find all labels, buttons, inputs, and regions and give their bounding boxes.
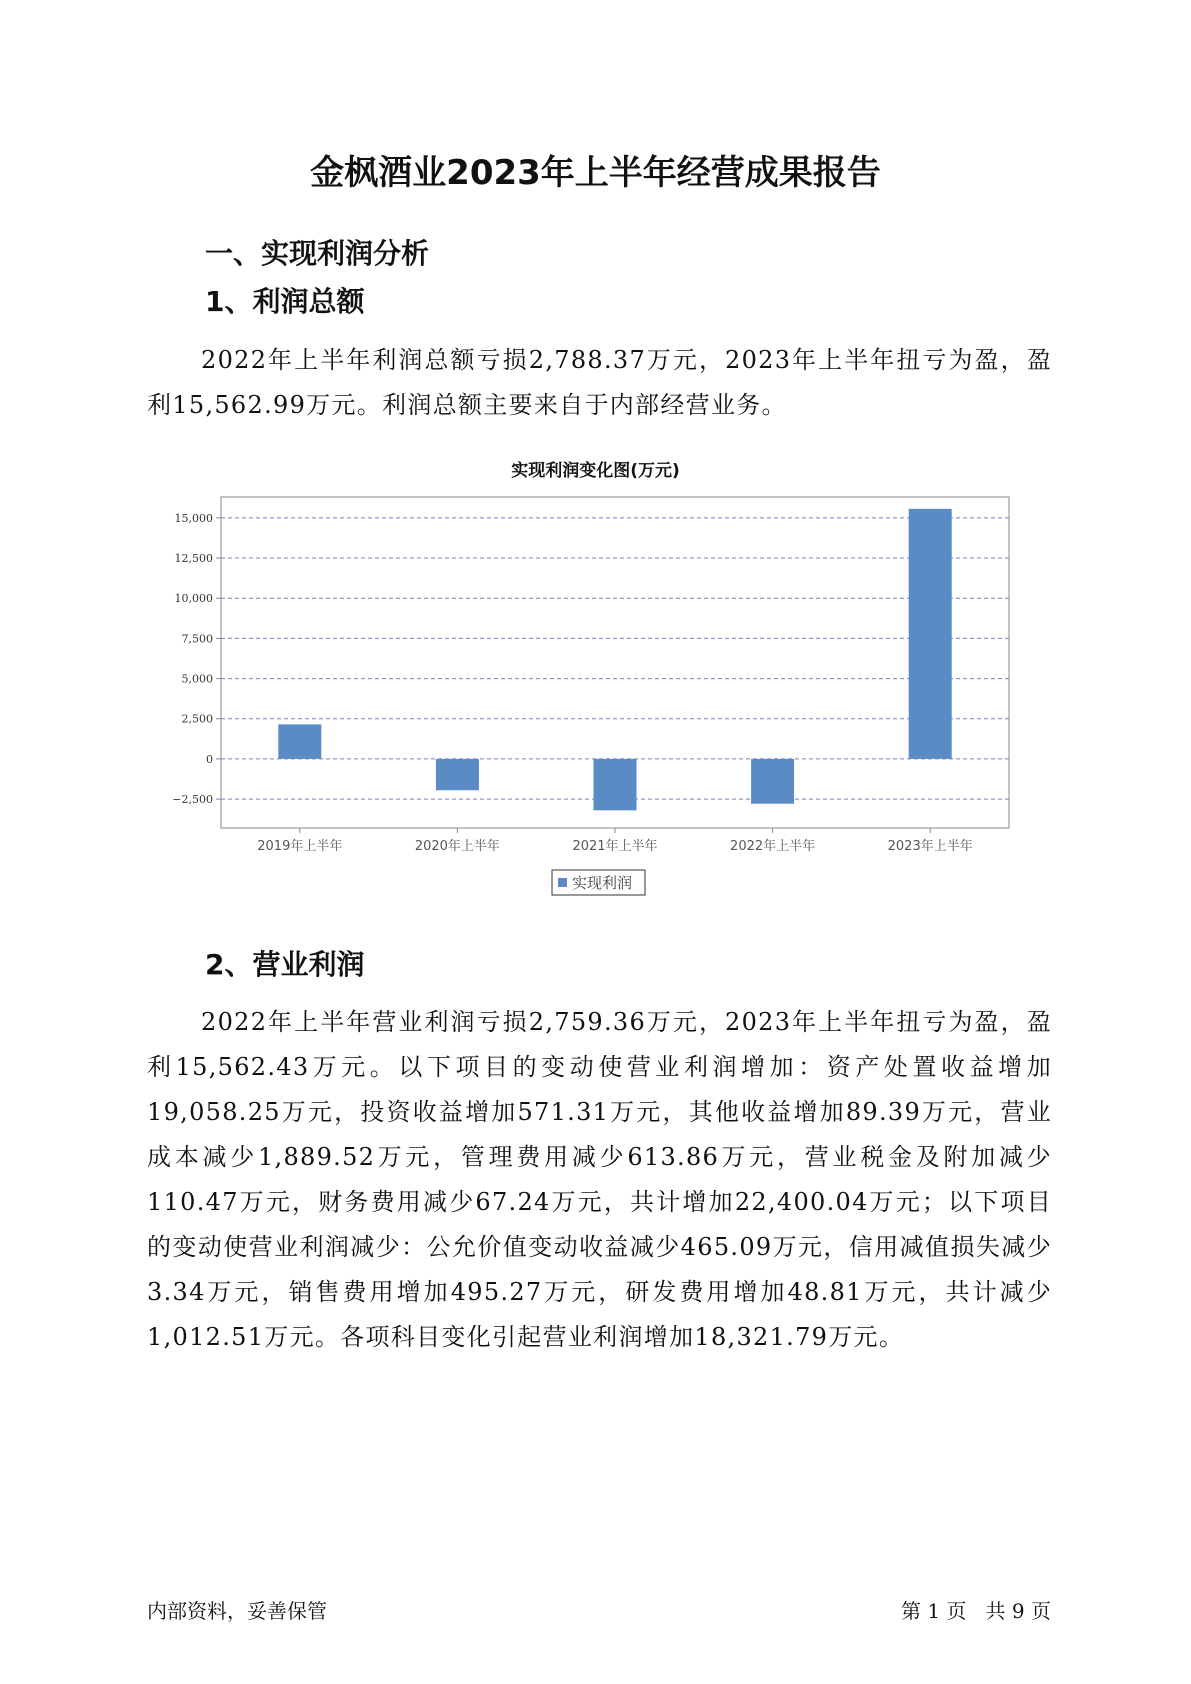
footer-page-number: 第 1 页 共 9 页 [901,1599,1051,1623]
legend-label: 实现利润 [572,874,633,892]
section-heading-profit-analysis: 一、实现利润分析 [205,237,430,270]
y-tick-label: 0 [206,752,213,766]
y-tick-label: 15,000 [174,511,213,525]
legend-swatch [558,878,567,887]
x-tick-label: 2021年上半年 [572,839,658,854]
subsection-heading-total-profit: 1、利润总额 [205,285,365,318]
subsection-heading-operating-profit: 2、营业利润 [205,948,365,981]
total-profit-paragraph: 2022年上半年利润总额亏损2,788.37万元，2023年上半年扭亏为盈，盈利15,562.99万元。利润总额主要来自于内部经营业务。 [147,346,1052,419]
y-tick-label: −2,500 [172,793,213,807]
y-tick-label: 10,000 [174,592,213,606]
y-tick-label: 7,500 [181,632,213,646]
chart-title: 实现利润变化图(万元) [511,461,680,481]
y-tick-label: 12,500 [174,552,213,566]
y-tick-label: 5,000 [181,672,213,686]
y-tick-label: 2,500 [181,712,213,726]
profit-bar-chart [0,480,1191,900]
bar [278,724,321,759]
x-tick-label: 2022年上半年 [730,839,816,854]
x-tick-label: 2019年上半年 [257,839,343,854]
bar [594,759,637,810]
operating-profit-paragraph: 2022年上半年营业利润亏损2,759.36万元，2023年上半年扭亏为盈，盈利15,562.43万元。以下项目的变动使营业利润增加：资产处置收益增加19,058.25万元，投资收益增加571.31万元，其他收益增加89.39万元，营业成本减少1,889.52万元，管理费用减少613.86万元，营业税金及附加减少110.47万元，财务费用减少67.24万元，共计增加22,400.04万元；以下项目的变动使营业利润减少：公允价值变动收益减少465.09万元，信用减值损失减少3.34万元，销售费用增加495.27万元，研发费用增加48.81万元，共计减少1,012.51万元。各项科目变化引起营业利润增加18,321.79万元。 [147,1008,1052,1351]
footer-confidential-note: 内部资料，妥善保管 [147,1599,327,1623]
page-title: 金枫酒业2023年上半年经营成果报告 [310,153,881,193]
x-tick-label: 2020年上半年 [414,839,500,854]
bar [436,759,479,790]
x-tick-label: 2023年上半年 [887,839,973,854]
bar [909,509,952,759]
bar [751,759,794,804]
